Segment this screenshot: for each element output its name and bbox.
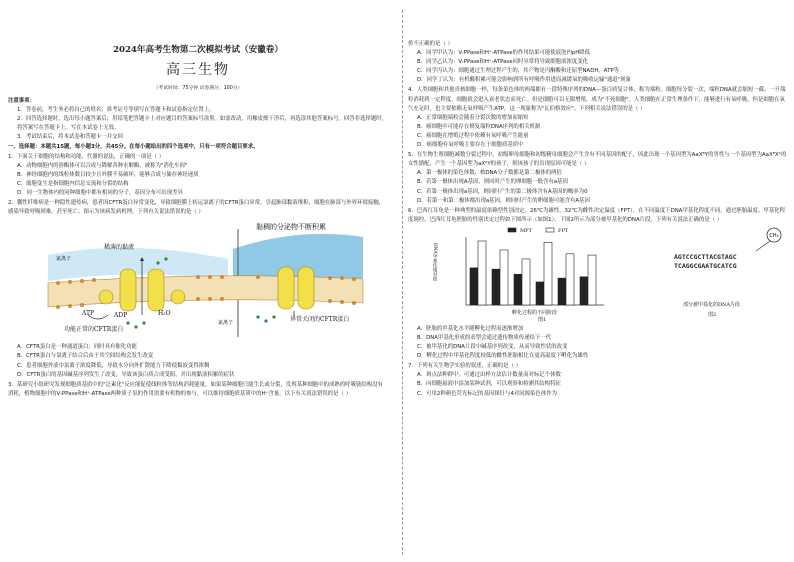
bar-mpt-4: [536, 282, 544, 305]
label-thin-mucus: 稀薄的黏液: [104, 244, 135, 252]
dna-caption: 部分被甲基化的DNA片段: [683, 301, 740, 308]
q3-option-a: A．同学甲认为：V-PPase和H⁺-ATPase的作用结果可能使液泡内pH降低: [417, 50, 591, 57]
question-7-stem: 7．下列有关生物学实验的叙述，正确的是（ ）: [408, 363, 521, 370]
subject-title: 高三生物: [166, 62, 230, 78]
label-mucus-accumulating: 黏稠的分泌物不断积累: [256, 223, 326, 232]
dna-top-strand: AGTCCGCTTACGTAGC: [674, 252, 737, 261]
legend-mpt: MPT: [520, 227, 532, 234]
q5-option-d: D．若第一和第二极体都出现a基因，则同时产生的卵细胞可能含有A基因: [417, 197, 590, 204]
q5-option-b: B．若第一极体出现A基因，则同时产生的卵细胞一般含有a基因: [417, 179, 568, 186]
q4-option-b: B．癌细胞中可能存在修复端粒DNA序列的相关机制: [417, 123, 541, 130]
section-heading: 一、选择题：本题共15题，每小题3分，共45分。在每小题给出的四个选项中，只有一项符合题目要求。: [8, 143, 259, 150]
note-item: 2．回答选择题时，选出每小题答案后，用铅笔把答题卡上对应题目的答案标号涂黑。如需改动，用橡皮擦干净后，再选涂其他答案标号。回答非选择题时，将答案写在答题卡上。写在本试卷上无效。: [17, 116, 387, 132]
q1-option-c: C．细胞变生是指细胞内信息交流和分裂的结构: [17, 180, 129, 187]
dna-bottom-strand: TCAGGCGAATGCATCG: [674, 261, 737, 270]
figure-2-title: 图2: [708, 311, 717, 318]
question-6-stem: 6．巴西红耳龟是一种典型的温度依赖型性别决定，26℃为雄性，32℃为雌性决定温度（FPT），在不同温度下DNA甲基化程度不同。通过胚胎温度、甲基化程度调控，巴西红耳龟胚胎的性别决定过程如下图所示（如图1）。下图2所示为部分被甲基化的DNA片段。下列有关说法正确的是（ ）: [408, 207, 785, 223]
column-divider: [402, 10, 403, 555]
q3-option-c: C．同学丙认为：细胞通过生理过程产生的，其产物是丙酮酸和还原型NADH，ATP等: [417, 68, 620, 75]
q2-option-b: B．CFTR蛋白与氯离子结合后由于其空间结构会发生改变: [17, 353, 154, 360]
question-3-stem-end: 价不正确的是（ ）: [408, 41, 453, 47]
question-2-stem: 2．囊性纤维病是一种隐性遗传病，患者因CFTR蛋白异常变化，导致细胞膜上转运氯离子的CFTR蛋白异常，引起肺部黏液堆积，细胞在肺部与外界环境接触，感染导致呼吸困难，甚至死亡。图示为该病发病机理，下列有关说法错误的是（ ）: [8, 200, 385, 216]
bar-fpt-6: [588, 255, 596, 305]
label-abnormal-cftr: 异常关闭的CFTR蛋白: [290, 316, 350, 324]
q6-option-d: D．孵化过程中甲基化程度较低的雌性胚胎相比在更高温度下孵化为雄性: [417, 353, 589, 360]
left-column: [8, 0, 388, 562]
q5-option-c: C．若第一极体出现a基因，则同时产生的第二极体含有A基因的概率为0: [417, 188, 588, 195]
question-1-stem: 1．下面关于细胞的结构和功能，代谢的说法，正确的一项是（ ）: [8, 153, 165, 160]
label-adp: ADP: [114, 312, 128, 320]
q1-option-d: D．同一生物体内的同种细胞中都有相同的分子，基因分布可出现差异: [17, 190, 183, 197]
label-water: H₂O: [158, 310, 171, 318]
q7-option-b: B．向细胞悬液中添加某种试剂，可以观察和检测其结构特征: [417, 381, 561, 388]
question-5-stem: 5．在生物生殖细胞减数分裂过程中，初级卵母细胞和初级精母细胞会产生含有不同基因的配子，因此出现一个基因型为AaXᴮY的男性与一个基因型为AaXᴮXᵇ的女性婚配，产生一个基因型为aXᵇY的孩子，则该孩子的出现原因可能是（ ）: [408, 152, 787, 168]
exam-meta: （考试时间：75分钟 试卷满分：100分）: [153, 86, 243, 91]
bar-mpt-2: [492, 269, 500, 305]
q1-option-a: A．动物细胞内的溶酶体可以合成与降解各种水解酶，被称为"消化车间": [17, 162, 188, 169]
cftr-figure: [8, 219, 388, 339]
label-chloride-2: 氯离子: [218, 320, 234, 327]
exam-title: 2024年高考生物第二次模拟考试（安徽卷）: [112, 45, 283, 55]
q5-option-a: A．第一极体的染色体数、核DNA分子数都是第二极体的两倍: [417, 170, 562, 177]
chart-xlabel: 孵化过程的不同阶段: [512, 309, 558, 316]
q2-option-a: A．CFTR蛋白是一种通道蛋白，同时具有催化功能: [17, 344, 137, 351]
chart-ylabel: DNA甲基化相对值: [432, 242, 438, 281]
methyl-label: CH₃: [769, 232, 779, 239]
label-chloride-1: 氯离子: [56, 256, 72, 263]
bar-fpt-2: [500, 250, 508, 305]
methyl-pointer: [756, 241, 770, 251]
question-4-stem: 4．人类细胞和其他真核细胞一样，每条染色体的两端都有一段特殊序列的DNA—蛋白质复合体，称为端粒。细胞每分裂一次，端粒DNA就会缩短一截。一旦端粒消耗到一定程度，细胞就会进入衰老状态而死亡。但是细胞可以无限增殖，成为"不死细胞"。人类细胞在正常生理条件下，能够进行有氧呼吸，但是细胞在氧气充足时，也主要依赖无氧呼吸产生ATP，这一现象称为"瓦伯格效应"。下列相关说法错误的是（ ）: [408, 87, 786, 112]
q6-option-b: B．DNA甲基化形成的表型会通过遗传物质传递给下一代: [417, 334, 552, 341]
bar-fpt-3: [522, 259, 530, 305]
legend-swatch-mpt: [508, 228, 516, 232]
q4-option-a: A．正常细胞端粒会随着分裂次数的增加而缩短: [417, 114, 529, 121]
question-3-stem: 3．某研究小组研究发现细胞质基质中的"泛素化"反应能促使线粒体等结构消耗能量，如果某种细胞只能生长或分裂，发现某种细胞中的成熟的呼吸链结构没有消耗，植物细胞中的V-PPase和H⁺-ATPase两种质子泵的作用需要有机物的参与，可以维持细胞质基质中的H⁺含量。以下有关说法错误的是（ ）: [8, 381, 383, 397]
bar-mpt-3: [514, 274, 522, 305]
q4-option-c: C．癌细胞在增殖过程中依赖有氧呼吸产生能量: [417, 132, 529, 139]
notes-title: 注意事项：: [8, 98, 35, 105]
q1-option-b: B．神经细胞内的线粒体数目较少且外膜不易破坏，能够合成与储存神经递质: [17, 171, 199, 178]
note-item: 1．答卷前，考生务必将自己的姓名、准考证号等填写在答题卡和试卷指定位置上。: [17, 107, 215, 114]
q3-option-d: D．同学丁认为：有机酸积累可能会影响到所有呼吸作用进而减缓氧的吸收运输"通道"现象: [417, 77, 631, 84]
q7-option-c: C．可用2种颜色荧光标记的基因探针与4对同源染色体作为: [417, 390, 557, 397]
q3-option-b: B．同学乙认为：V-PPase和H⁺-ATPase同时异常将导致细胞液浓度变化: [417, 59, 589, 66]
q2-option-c: C．患者细胞外液中氯离子浓度降低，导致水分向外扩散能力下降使黏液变得浓稠: [17, 362, 210, 369]
q6-option-c: C．被甲基化的DNA片段中碱基序列改变，从而导致性状的改变: [417, 344, 568, 351]
bar-mpt-6: [580, 277, 588, 305]
bar-fpt-5: [566, 254, 574, 305]
bar-mpt-1: [470, 268, 478, 305]
bar-fpt-1: [478, 241, 486, 305]
q2-option-d: D．CFTR蛋白的基因碱基序列发生了改变，导致该蛋白质合成受阻，并出现黏液积累的症状: [17, 371, 235, 378]
bar-fpt-4: [544, 242, 552, 305]
q6-figures: [408, 225, 788, 325]
bar-mpt-5: [558, 278, 566, 305]
legend-swatch-fpt: [546, 228, 554, 232]
right-column: [408, 0, 788, 562]
label-normal-cftr: 功能正常的CFTR蛋白: [64, 326, 124, 334]
q4-option-d: D．癌细胞有氧呼吸主要存在于细胞质基质中: [417, 142, 524, 149]
label-atp: ATP: [82, 310, 95, 318]
figure-1-title: 图1: [538, 316, 547, 323]
q7-option-a: A．斑点法种群中，可通过由样方法估计数量而对标记个体数: [417, 372, 561, 379]
note-item: 3．考试结束后，将本试卷和答题卡一并交回: [17, 134, 123, 141]
q6-option-a: A．胚胎的甲基化水平随孵化过程而逐渐增加: [417, 325, 524, 332]
legend-fpt: FPT: [558, 227, 569, 234]
